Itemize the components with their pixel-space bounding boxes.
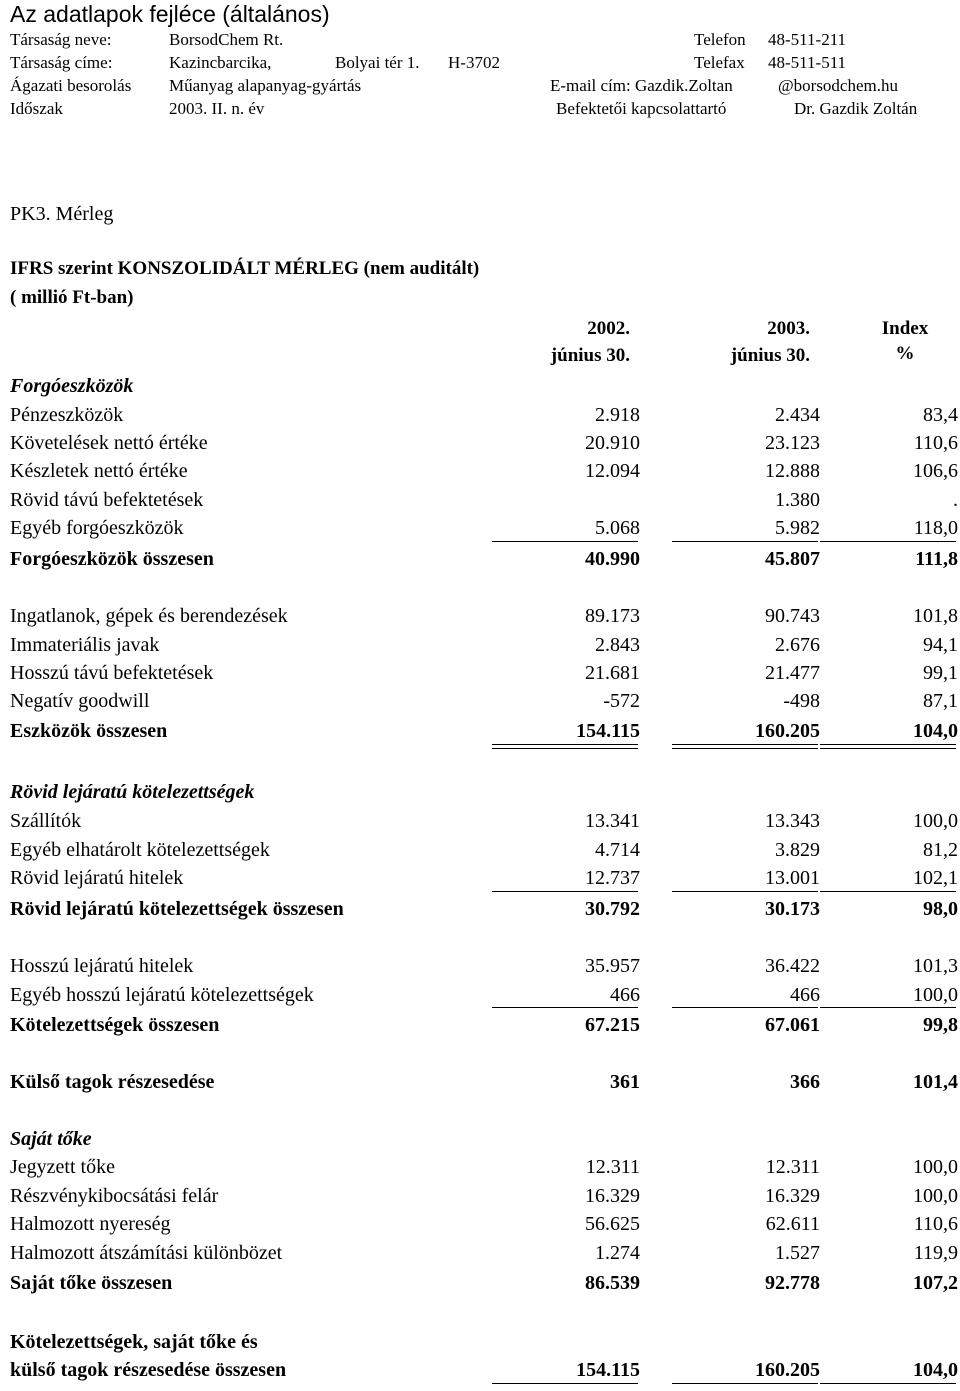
value-2003: 36.422: [765, 955, 820, 977]
value-2002: 35.957: [585, 955, 640, 977]
value-index: .: [953, 489, 958, 511]
row-label: Kötelezettségek, saját tőke és: [10, 1331, 258, 1353]
value-2003: 67.061: [765, 1014, 820, 1036]
row-label: Rövid lejáratú hitelek: [10, 867, 184, 889]
row-label: Kötelezettségek összesen: [10, 1014, 220, 1036]
value-2003: 160.205: [755, 1359, 820, 1381]
company-name-value: BorsodChem Rt.: [169, 30, 284, 49]
row-label: Készletek nettó értéke: [10, 460, 188, 482]
underline: [820, 891, 956, 892]
value-index: 98,0: [923, 898, 958, 920]
value-2002: 16.329: [585, 1185, 640, 1207]
row-label: Forgóeszközök: [10, 375, 134, 397]
value-2003: -498: [783, 690, 820, 712]
company-address-label: Társaság címe:: [10, 53, 113, 72]
value-2003: 2.434: [775, 404, 820, 426]
value-2002: 40.990: [585, 548, 640, 570]
fax-label: Telefax: [694, 53, 745, 72]
header-row-sector: [10, 74, 950, 97]
value-index: 101,8: [913, 605, 958, 627]
row-label: Rövid lejáratú kötelezettségek összesen: [10, 898, 344, 920]
value-index: 118,0: [913, 517, 958, 539]
double-underline: [492, 748, 638, 749]
underline: [492, 891, 638, 892]
value-2002: 30.792: [585, 898, 640, 920]
table-row: [10, 1239, 958, 1267]
table-row: [10, 486, 958, 514]
value-2003: 30.173: [765, 898, 820, 920]
value-2002: 2.843: [595, 634, 640, 656]
row-label: Negatív goodwill: [10, 690, 150, 712]
value-index: 110,6: [913, 1213, 958, 1235]
col1-year: 2002.: [587, 318, 630, 339]
value-2002: -572: [603, 690, 640, 712]
value-2003: 90.743: [765, 605, 820, 627]
row-label: Egyéb hosszú lejáratú kötelezettségek: [10, 984, 314, 1006]
underline: [820, 1383, 956, 1384]
value-index: 111,8: [915, 548, 958, 570]
value-index: 119,9: [913, 1242, 958, 1264]
investor-contact-label: Befektetői kapcsolattartó: [556, 99, 727, 118]
value-index: 102,1: [913, 867, 958, 889]
header-row-company-address: [10, 51, 950, 74]
report-unit: ( millió Ft-ban): [10, 287, 134, 308]
row-label: Szállítók: [10, 810, 82, 832]
row-label: Követelések nettó értéke: [10, 432, 208, 454]
row-label: Rövid lejáratú kötelezettségek: [10, 781, 255, 803]
phone-value: 48-511-211: [768, 30, 847, 49]
value-2003: 5.982: [775, 517, 820, 539]
row-label: külső tagok részesedése összesen: [10, 1359, 287, 1381]
company-address-city: Kazincbarcika,: [169, 53, 272, 72]
col1-date: június 30.: [550, 345, 630, 366]
value-2002: 12.094: [585, 460, 640, 482]
underline: [672, 1383, 818, 1384]
value-2003: 1.527: [775, 1242, 820, 1264]
value-index: 100,0: [913, 1185, 958, 1207]
value-2002: 154.115: [576, 720, 640, 742]
table-row: [10, 952, 958, 980]
col2-year: 2003.: [767, 318, 810, 339]
total-row: [10, 1011, 958, 1039]
table-row: [10, 602, 958, 630]
section-heading-current-assets: [10, 372, 950, 400]
col3-index-label: Index: [881, 318, 929, 339]
value-2003: 160.205: [755, 720, 820, 742]
table-row: [10, 1182, 958, 1210]
value-2002: 5.068: [595, 517, 640, 539]
table-row: [10, 1153, 958, 1181]
value-index: 83,4: [923, 404, 958, 426]
period-label: Időszak: [10, 99, 63, 118]
table-row: [10, 659, 958, 687]
row-label: Forgóeszközök összesen: [10, 548, 214, 570]
underline: [492, 1383, 638, 1384]
value-index: 100,0: [913, 810, 958, 832]
email-label: E-mail cím: Gazdik.Zoltan: [550, 76, 733, 95]
value-index: 94,1: [923, 634, 958, 656]
table-row: [10, 429, 958, 457]
value-index: 100,0: [913, 984, 958, 1006]
section-heading-equity: [10, 1125, 950, 1153]
value-index: 110,6: [913, 432, 958, 454]
header-title: Az adatlapok fejléce (általános): [10, 1, 330, 27]
underline: [492, 1007, 638, 1008]
row-label: Hosszú távú befektetések: [10, 662, 214, 684]
value-2003: 92.778: [765, 1272, 820, 1294]
underline: [672, 541, 818, 542]
row-label: Rövid távú befektetések: [10, 489, 204, 511]
table-row: [10, 687, 958, 715]
row-label: Saját tőke összesen: [10, 1272, 173, 1294]
value-2002: 20.910: [585, 432, 640, 454]
email-value: @borsodchem.hu: [778, 76, 898, 95]
value-2002: 67.215: [585, 1014, 640, 1036]
value-index: 100,0: [913, 1156, 958, 1178]
row-label: Saját tőke: [10, 1128, 92, 1150]
value-2002: 89.173: [585, 605, 640, 627]
value-index: 104,0: [913, 1359, 958, 1381]
underline: [820, 541, 956, 542]
value-2003: 12.888: [765, 460, 820, 482]
total-row: [10, 717, 958, 745]
value-2003: 13.001: [765, 867, 820, 889]
col3-percent-label: %: [895, 343, 915, 364]
value-2003: 16.329: [765, 1185, 820, 1207]
value-2003: 62.611: [765, 1213, 820, 1235]
table-row: [10, 981, 958, 1009]
investor-contact-value: Dr. Gazdik Zoltán: [794, 99, 918, 118]
underline: [672, 891, 818, 892]
value-index: 99,8: [923, 1014, 958, 1036]
grand-total-row: [10, 1356, 958, 1384]
row-label: Pénzeszközök: [10, 404, 124, 426]
row-label: Halmozott nyereség: [10, 1213, 171, 1235]
total-row: [10, 1269, 958, 1297]
value-2003: 23.123: [765, 432, 820, 454]
value-2003: 466: [790, 984, 820, 1006]
double-underline: [492, 744, 638, 745]
company-address-street: Bolyai tér 1.: [335, 53, 420, 72]
value-2003: 1.380: [775, 489, 820, 511]
underline: [820, 1007, 956, 1008]
sector-label: Ágazati besorolás: [10, 76, 132, 95]
row-label: Egyéb forgóeszközök: [10, 517, 184, 539]
value-2002: 1.274: [595, 1242, 640, 1264]
table-row: [10, 631, 958, 659]
value-2002: 361: [610, 1071, 640, 1093]
value-2003: 366: [790, 1071, 820, 1093]
fax-value: 48-511-511: [768, 53, 847, 72]
table-row: [10, 401, 958, 429]
double-underline: [672, 748, 818, 749]
table-row: [10, 864, 958, 892]
value-2003: 2.676: [775, 634, 820, 656]
header-row-company-name: [10, 28, 950, 51]
total-row: [10, 545, 958, 573]
row-label: Külső tagok részesedése: [10, 1071, 215, 1093]
total-row: [10, 1068, 958, 1096]
value-2002: 86.539: [585, 1272, 640, 1294]
grand-total-label-line1: [10, 1328, 950, 1356]
col2-date: június 30.: [730, 345, 810, 366]
value-2002: 12.311: [585, 1156, 640, 1178]
sheet-header: [10, 0, 950, 120]
row-label: Részvénykibocsátási felár: [10, 1185, 219, 1207]
row-label: Eszközök összesen: [10, 720, 168, 742]
report-title: IFRS szerint KONSZOLIDÁLT MÉRLEG (nem auditált): [10, 258, 480, 279]
company-name-label: Társaság neve:: [10, 30, 112, 49]
value-2003: 13.343: [765, 810, 820, 832]
sector-value: Műanyag alapanyag-gyártás: [169, 76, 362, 95]
value-2002: 466: [610, 984, 640, 1006]
value-2003: 21.477: [765, 662, 820, 684]
value-index: 106,6: [913, 460, 958, 482]
value-2003: 12.311: [765, 1156, 820, 1178]
value-2002: 2.918: [595, 404, 640, 426]
table-row: [10, 807, 958, 835]
company-address-zip: H-3702: [448, 53, 500, 72]
period-value: 2003. II. n. év: [169, 99, 265, 118]
value-index: 99,1: [923, 662, 958, 684]
table-row: [10, 836, 958, 864]
value-index: 81,2: [923, 839, 958, 861]
value-2003: 45.807: [765, 548, 820, 570]
header-row-period: [10, 97, 950, 120]
table-row: [10, 1210, 958, 1238]
value-2002: 13.341: [585, 810, 640, 832]
row-label: Ingatlanok, gépek és berendezések: [10, 605, 288, 627]
value-2002: 12.737: [585, 867, 640, 889]
double-underline: [820, 748, 956, 749]
value-2002: 56.625: [585, 1213, 640, 1235]
table-row: [10, 457, 958, 485]
double-underline: [820, 744, 956, 745]
section-heading-short-term-liabilities: [10, 778, 950, 806]
row-label: Halmozott átszámítási különbözet: [10, 1242, 283, 1264]
section-code: PK3. Mérleg: [10, 203, 114, 225]
value-2002: 4.714: [595, 839, 640, 861]
value-2002: 154.115: [576, 1359, 640, 1381]
row-label: Hosszú lejáratú hitelek: [10, 955, 194, 977]
double-underline: [672, 744, 818, 745]
value-2002: 21.681: [585, 662, 640, 684]
underline: [492, 541, 638, 542]
value-2003: 3.829: [775, 839, 820, 861]
value-index: 101,3: [913, 955, 958, 977]
row-label: Egyéb elhatárolt kötelezettségek: [10, 839, 270, 861]
value-index: 87,1: [923, 690, 958, 712]
table-row: [10, 514, 958, 542]
value-index: 107,2: [913, 1272, 958, 1294]
underline: [672, 1007, 818, 1008]
row-label: Jegyzett tőke: [10, 1156, 115, 1178]
row-label: Immateriális javak: [10, 634, 160, 656]
value-index: 104,0: [913, 720, 958, 742]
phone-label: Telefon: [694, 30, 746, 49]
total-row: [10, 895, 958, 923]
value-index: 101,4: [913, 1071, 958, 1093]
